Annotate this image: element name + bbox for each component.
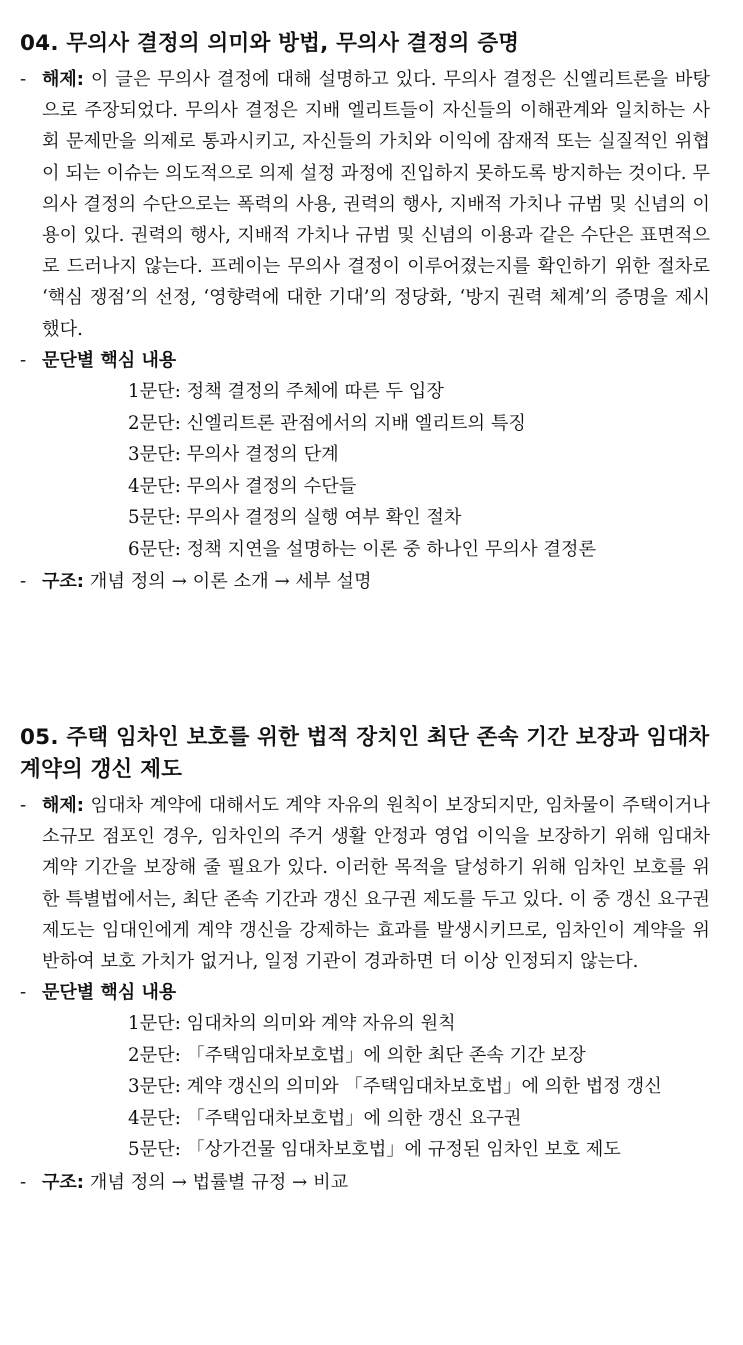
item-number: 4문단:: [128, 475, 187, 497]
key-content-row: [20, 345, 710, 376]
item-number: 2문단:: [128, 412, 187, 434]
item-text: 「주택임대차보호법」에 의한 최단 존속 기간 보장: [186, 1044, 586, 1066]
explanation-label: 해제:: [42, 795, 84, 816]
item-text: 무의사 결정의 단계: [186, 444, 339, 466]
list-item: [128, 408, 710, 440]
item-number: 1문단:: [128, 381, 187, 403]
item-number: 6문단:: [128, 538, 187, 560]
explanation-row: [20, 790, 710, 977]
key-content-label: 문단별 핵심 내용: [42, 349, 177, 371]
structure-row: [20, 1167, 710, 1198]
item-number: 3문단:: [128, 444, 187, 466]
item-text: 계약 갱신의 의미와 「주택임대차보호법」에 의한 법정 갱신: [186, 1076, 662, 1098]
structure-text: 개념 정의 → 이론 소개 → 세부 설명: [89, 571, 372, 593]
bullet-dash: -: [20, 571, 27, 593]
item-number: 5문단:: [128, 1139, 187, 1161]
structure-row: [20, 566, 710, 597]
list-item: [128, 1103, 710, 1135]
bullet-dash: -: [20, 1171, 27, 1193]
list-item: [128, 439, 710, 471]
explanation-row: [20, 64, 710, 345]
item-number: 1문단:: [128, 1013, 187, 1035]
item-text: 정책 결정의 주체에 따른 두 입장: [186, 381, 444, 403]
list-item: [128, 1040, 710, 1072]
paragraph-summary-list: [128, 1008, 710, 1166]
list-item: [128, 376, 710, 408]
structure-line: [42, 1167, 710, 1198]
explanation-paragraph: [42, 790, 710, 977]
item-text: 무의사 결정의 실행 여부 확인 절차: [186, 507, 462, 529]
explanation-text: 이 글은 무의사 결정에 대해 설명하고 있다. 무의사 결정은 신엘리트론을 바탕으로 주장되었다. 무의사 결정은 지배 엘리트들이 자신들의 이해관계와 일치하는 사회 문제만을 의제로 통과시키고, 자신들의 가치와 이익에 잠재적 또는 실질적인 위협이 되는 이슈는 의도적으로 의제 설정 과정에 진입하지 못하도록 방지하는 것이다. 무의사 결정의 수단으로는 폭력의 사용, 권력의 행사, 지배적 가치나 규범 및 신념의 이용이 있다. 권력의 행사, 지배적 가치나 규범 및 신념의 이용과 같은 수단은 표면적으로 드러나지 않는다. 프레이는 무의사 결정이 이루어졌는지를 확인하기 위한 절차로 ‘핵심 쟁점’의 선정, ‘영향력에 대한 기대’의 정당화, ‘방지 권력 체계’의 증명을 제시했다.: [42, 69, 710, 340]
item-number: 2문단:: [128, 1044, 187, 1066]
item-text: 「주택임대차보호법」에 의한 갱신 요구권: [186, 1107, 522, 1129]
item-text: 「상가건물 임대차보호법」에 규정된 임차인 보호 제도: [186, 1139, 621, 1161]
paragraph-summary-list: [128, 376, 710, 565]
item-text: 정책 지연을 설명하는 이론 중 하나인 무의사 결정론: [186, 538, 597, 560]
structure-text: 개념 정의 → 법률별 규정 → 비교: [89, 1171, 349, 1193]
key-content-label: 문단별 핵심 내용: [42, 982, 177, 1004]
item-text: 무의사 결정의 수단들: [186, 475, 357, 497]
item-number: 4문단:: [128, 1107, 187, 1129]
section-05: [20, 722, 710, 1198]
item-text: 임대차의 의미와 계약 자유의 원칙: [186, 1013, 456, 1035]
list-item: [128, 1071, 710, 1103]
list-item: [128, 502, 710, 534]
item-text: 신엘리트론 관점에서의 지배 엘리트의 특징: [186, 412, 526, 434]
structure-label: 구조:: [42, 571, 84, 593]
explanation-paragraph: [42, 64, 710, 345]
structure-line: [42, 566, 710, 597]
item-number: 3문단:: [128, 1076, 187, 1098]
key-content-row: [20, 977, 710, 1008]
item-number: 5문단:: [128, 507, 187, 529]
bullet-dash: -: [20, 795, 27, 816]
bullet-dash: -: [20, 349, 27, 371]
list-item: [128, 1134, 710, 1166]
bullet-dash: -: [20, 69, 27, 90]
section-04: [20, 28, 710, 597]
explanation-label: 해제:: [42, 69, 84, 90]
list-item: [128, 534, 710, 566]
list-item: [128, 1008, 710, 1040]
list-item: [128, 471, 710, 503]
section-title: 05. 주택 임차인 보호를 위한 법적 장치인 최단 존속 기간 보장과 임대차 계약의 갱신 제도: [20, 725, 710, 782]
explanation-text: 임대차 계약에 대해서도 계약 자유의 원칙이 보장되지만, 임차물이 주택이거나 소규모 점포인 경우, 임차인의 주거 생활 안정과 영업 이익을 보장하기 위해 임대차 계약 기간을 보장해 줄 필요가 있다. 이러한 목적을 달성하기 위해 임차인 보호를 위한 특별법에서는, 최단 존속 기간과 갱신 요구권 제도를 두고 있다. 이 중 갱신 요구권 제도는 임대인에게 계약 갱신을 강제하는 효과를 발생시키므로, 임차인이 계약을 위반하여 보호 가치가 없거나, 일정 기관이 경과하면 더 이상 인정되지 않는다.: [42, 795, 710, 973]
section-title: 04. 무의사 결정의 의미와 방법, 무의사 결정의 증명: [20, 31, 520, 56]
bullet-dash: -: [20, 982, 27, 1004]
structure-label: 구조:: [42, 1171, 84, 1193]
